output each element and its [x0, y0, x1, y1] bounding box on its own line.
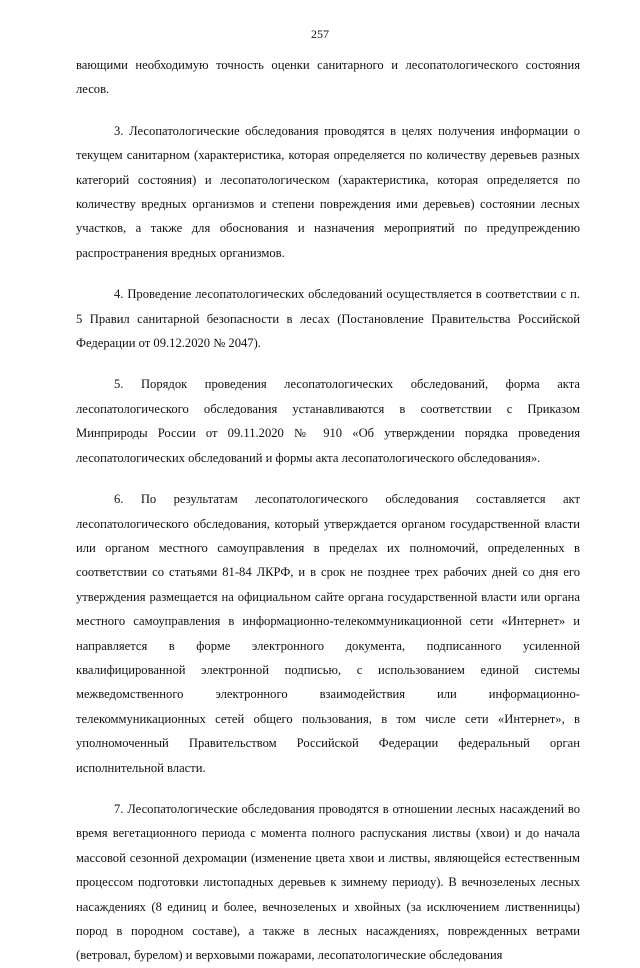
- paragraph-continuation: вающими необходимую точность оценки санитарного и лесопатологического состояния лесов.: [76, 58, 580, 97]
- paragraph-7: 7. Лесопатологические обследования проводятся в отношении лесных насаждений во время вегетационного периода с момента полного распускания листвы (хвои) и до начала массовой сезонной дехромации (изменение цвета хвои и листвы, являющейся естественным процессом подготовки листопадных деревьев к зимнему периоду). В вечнозеленых лесных насаждениях (8 единиц и более, вечнозеленых и хвойных (за исключением лиственницы) пород в породном составе), а также в лесных насаждениях, поврежденных ветрами (ветровал, бурелом) и верховыми пожарами, лесопатологические обследования: [76, 801, 580, 963]
- document-body: [76, 53, 580, 968]
- paragraph-4: 4. Проведение лесопатологических обследований осуществляется в соответствии с п. 5 Правил санитарной безопасности в лесах (Постановление Правительства Российской Федерации от 09.12.2020 № 2047).: [76, 287, 580, 351]
- page-number: 257: [311, 27, 329, 41]
- paragraph-6: 6. По результатам лесопатологического обследования составляется акт лесопатологического обследования, который утверждается органом государственной власти или органом местного самоуправления в пределах их полномочий, определенных в соответствии со статьями 81-84 ЛКРФ, и в срок не позднее трех рабочих дней со дня его утверждения размещается на официальном сайте органа государственной власти или органа местного самоуправления в информационно-телекоммуникационной сети «Интернет» и направляется в форме электронного документа, подписанного усиленной квалифицированной электронной подписью, с использованием единой системы межведомственного электронного взаимодействия или информационно-телекоммуникационных сетей общего пользования, в том числе сети «Интернет», в уполномоченный Правительством Российской Федерации федеральный орган исполнительной власти.: [76, 492, 580, 775]
- paragraph-5: 5. Порядок проведения лесопатологических обследований, форма акта лесопатологического обследования устанавливаются в соответствии с Приказом Минприроды России от 09.11.2020 № 910 «Об утверждении порядка проведения лесопатологических обследований и формы акта лесопатологического обследования».: [76, 377, 580, 465]
- paragraph-3: 3. Лесопатологические обследования проводятся в целях получения информации о текущем санитарном (характеристика, которая определяется по количеству деревьев разных категорий состояния) и лесопатологическом (характеристика, которая определяется по количеству вредных организмов и степени повреждения ими деревьев) состоянии лесных участков, а также для обоснования и назначения мероприятий по предупреждению распространения вредных организмов.: [76, 123, 580, 260]
